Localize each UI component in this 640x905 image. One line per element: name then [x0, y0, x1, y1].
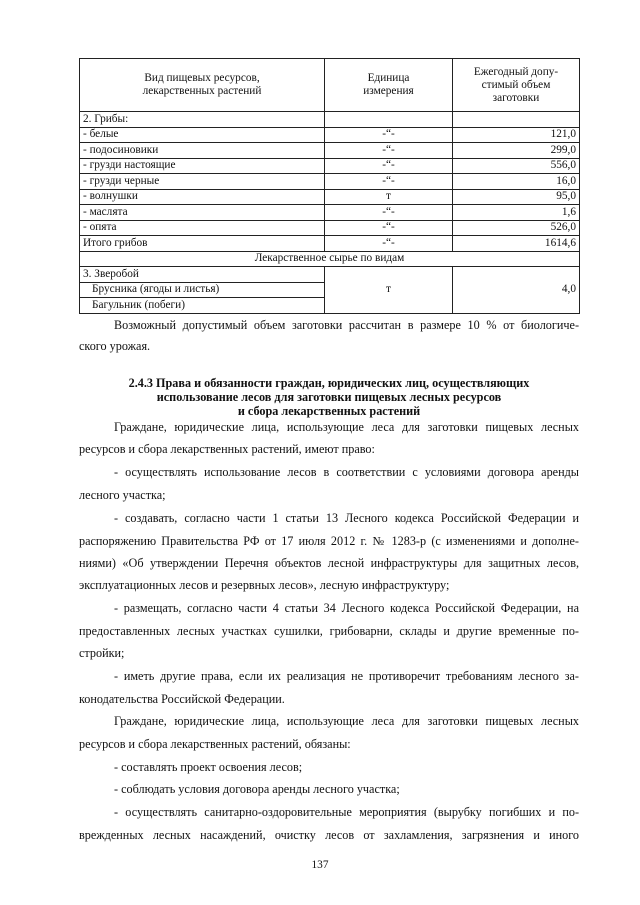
resource-name: - подосиновики	[80, 143, 325, 159]
table-row-total	[80, 236, 580, 252]
medicinal-value: 4,0	[453, 267, 580, 314]
resource-value: 556,0	[453, 158, 580, 174]
body-line-2: ресурсов и сбора лекарственных растений, имеют право:	[79, 442, 375, 456]
medicinal-unit: т	[325, 267, 453, 314]
bagulnik-label: Багульник (побеги)	[80, 298, 325, 314]
resource-unit: -“-	[325, 158, 453, 174]
total-value: 1614,6	[453, 236, 580, 252]
body-line-19: врежденных лесных насаждений, очистку лесов от захламления, загрязнения и иного	[79, 828, 579, 842]
body-line-18: - осуществлять санитарно-оздоровительные мероприятия (вырубку погибших и по-	[114, 805, 579, 819]
body-line-17: - соблюдать условия договора аренды лесного участка;	[114, 782, 400, 796]
table-row-section	[80, 251, 580, 267]
body-line-5: - создавать, согласно части 1 статьи 13 Лесного кодекса Российской Федерации и	[114, 511, 579, 525]
table-row	[80, 127, 580, 143]
body-line-7: ниями) «Об утверждении Перечня объектов лесной инфраструктуры для защитных лесов,	[79, 556, 579, 570]
body-line-8: эксплуатационных лесов и резервных лесов», лесную инфраструктуру;	[79, 578, 450, 592]
table-row	[80, 174, 580, 190]
total-unit: -“-	[325, 236, 453, 252]
resource-unit: -“-	[325, 220, 453, 236]
body-line-16: - составлять проект освоения лесов;	[114, 760, 303, 774]
resource-unit: -“-	[325, 127, 453, 143]
note-line-1: Возможный допустимый объем заготовки рассчитан в размере 10 % от биологиче-	[114, 318, 579, 332]
table-header-row	[80, 59, 580, 112]
table-row-zveroboy	[80, 267, 580, 283]
table-row	[80, 220, 580, 236]
resource-value: 95,0	[453, 189, 580, 205]
zveroboy-label: 3. Зверобой	[80, 267, 325, 283]
resource-value: 526,0	[453, 220, 580, 236]
resources-table	[79, 58, 580, 314]
brusnika-label: Брусника (ягоды и листья)	[80, 282, 325, 298]
body-line-11: стройки;	[79, 646, 125, 660]
body-line-1: Граждане, юридические лица, использующие леса для заготовки пищевых лесных	[114, 420, 579, 434]
body-line-10: предоставленных лесных участках сушилки, грибоварни, склады и другие временные по-	[79, 624, 579, 638]
resource-name: - волнушки	[80, 189, 325, 205]
resource-value: 1,6	[453, 205, 580, 221]
resource-name: - маслята	[80, 205, 325, 221]
resource-name: - грузди настоящие	[80, 158, 325, 174]
table-row	[80, 143, 580, 159]
body-line-14: Граждане, юридические лица, использующие леса для заготовки пищевых лесных	[114, 714, 579, 728]
group-label: 2. Грибы:	[80, 112, 325, 128]
note-line-2: ского урожая.	[79, 339, 151, 353]
body-line-15: ресурсов и сбора лекарственных растений, обязаны:	[79, 737, 351, 751]
resource-value: 121,0	[453, 127, 580, 143]
resource-value: 299,0	[453, 143, 580, 159]
resource-name: - белые	[80, 127, 325, 143]
section-heading: 2.4.3 Права и обязанности граждан, юридических лиц, осуществляющих использование лесов для заготовки пищевых лесных ресурсов и сбора лекарственных растений	[128, 376, 530, 418]
body-line-3: - осуществлять использование лесов в соответствии с условиями договора аренды	[114, 465, 579, 479]
page-number: 137	[311, 859, 329, 871]
resource-name: - грузди черные	[80, 174, 325, 190]
total-label: Итого грибов	[80, 236, 325, 252]
resource-unit: т	[325, 189, 453, 205]
table-row	[80, 158, 580, 174]
body-line-12: - иметь другие права, если их реализация не противоречит требованиям лесного за-	[114, 669, 579, 683]
table-row-group-mushrooms	[80, 112, 580, 128]
body-line-6: распоряжению Правительства РФ от 17 июля 2012 г. № 1283-р (с изменениями и дополне-	[79, 534, 579, 548]
resource-unit: -“-	[325, 205, 453, 221]
resource-name: - опята	[80, 220, 325, 236]
header-resource-type: Вид пищевых ресурсов, лекарственных растений	[80, 59, 325, 112]
resource-unit: -“-	[325, 143, 453, 159]
header-annual-volume: Ежегодный допу- стимый объем заготовки	[453, 59, 580, 112]
resource-unit: -“-	[325, 174, 453, 190]
section-label: Лекарственное сырье по видам	[80, 251, 580, 267]
mushroom-rows	[80, 127, 580, 236]
body-line-13: конодательства Российской Федерации.	[79, 692, 285, 706]
resource-value: 16,0	[453, 174, 580, 190]
header-unit: Единица измерения	[325, 59, 453, 112]
table-row	[80, 205, 580, 221]
body-line-4: лесного участка;	[79, 488, 166, 502]
body-line-9: - размещать, согласно части 4 статьи 34 Лесного кодекса Российской Федерации, на	[114, 601, 579, 615]
table-row	[80, 189, 580, 205]
